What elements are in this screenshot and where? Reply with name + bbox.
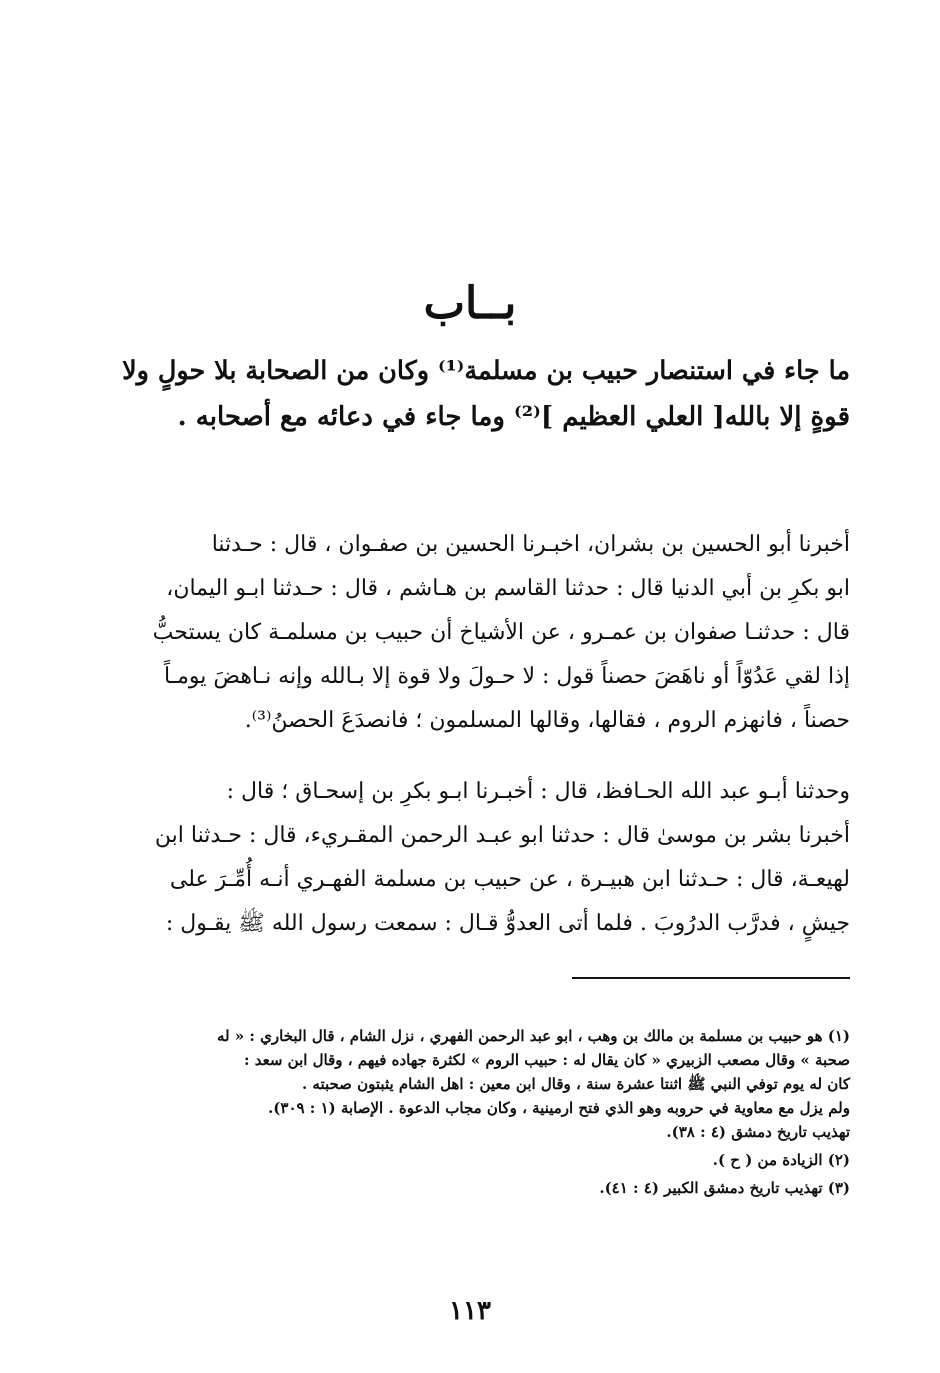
footnote-line: ولم يزل مع معاوية في حروبه وهو الذي فتح ارمينية ، وكان مجاب الدعوة . الإصابة (١ : ٣٠٩). [268, 1099, 850, 1117]
chapter-title: بــاب [423, 278, 517, 329]
text-line: جيشٍ ، فدرَّب الدرُوبَ . فلما أتى العدوُّ قـال : سمعت رسول الله ﷺ يقـول : [165, 911, 850, 936]
heading-line: قوةٍ إلا بالله[ العلي العظيم ]⁽²⁾ وما جاء في دعائه مع أصحابه . [177, 402, 850, 432]
section-heading [110, 348, 850, 440]
footnote-2 [110, 1148, 850, 1172]
heading-line: ما جاء في استنصار حبيب بن مسلمة⁽¹⁾ وكان من الصحابة بلا حولٍ ولا [122, 356, 850, 386]
text-line: لهيعـة، قال : حـدثنا ابن هبيـرة ، عن حبيب بن مسلمة الفهـري أنـه أُمِّـرَ على [169, 867, 850, 892]
text-line: أخبرنا أبو الحسين بن بشران، اخبـرنا الحسين بن صفـوان ، قال : حـدثنا [211, 532, 850, 557]
text-line: أخبرنا بشر بن موسىٰ قال : حدثنا ابو عبـد الرحمن المقـريء، قال : حـدثنا ابن [154, 823, 850, 848]
text-line: قال : حدثنـا صفوان بن عمـرو ، عن الأشياخ أن حبيب بن مسلمـة كان يستحبُّ [152, 620, 850, 645]
footnote-line: (٣) تهذيب تاريخ دمشق الكبير (٤ : ٤١). [599, 1179, 850, 1197]
footnotes [110, 1024, 850, 1200]
footnote-line: تهذيب تاريخ دمشق (٤ : ٣٨). [666, 1123, 850, 1141]
text-line: إذا لقي عَدُوّاً أو ناهَضَ حصناً قول : لا حـولَ ولا قوة إلا بـالله وإنه نـاهضَ يومـاً [163, 664, 850, 689]
footnote-line: (١) هو حبيب بن مسلمة بن مالك بن وهب ، ابو عبد الرحمن الفهري ، نزل الشام ، قال البخاري : « له [216, 1027, 850, 1045]
footnote-line: كان له يوم توفي النبي ﷺ اثنتا عشرة سنة ، وقال ابن معين : اهل الشام يثبتون صحبته . [301, 1075, 850, 1093]
footnote-1 [110, 1024, 850, 1144]
text-line: ابو بكرِ بن أبي الدنيا قال : حدثنا القاسم بن هـاشم ، قال : حـدثنا ابـو اليمان، [166, 576, 850, 601]
text-line: وحدثنا أبـو عبد الله الحـافظ، قال : أخبـرنا ابـو بكرِ بن إسحـاق ؛ قال : [226, 779, 850, 804]
footnote-line: (٢) الزيادة من ( ح ). [712, 1151, 850, 1169]
page-number: ١١٣ [449, 1296, 491, 1326]
footnote-line: صحبة » وقال مصعب الزبيري « كان يقال له : حبيب الروم » لكثرة جهاده فيهم ، وقال ابن سعد : [244, 1051, 850, 1069]
paragraph-1 [110, 523, 850, 743]
text-line: حصناً ، فانهزم الروم ، فقالها، وقالها المسلمون ؛ فانصدَعَ الحصنُ⁽³⁾. [244, 708, 850, 733]
footnote-3 [110, 1176, 850, 1200]
paragraph-2 [110, 770, 850, 946]
footnote-separator [572, 977, 850, 979]
